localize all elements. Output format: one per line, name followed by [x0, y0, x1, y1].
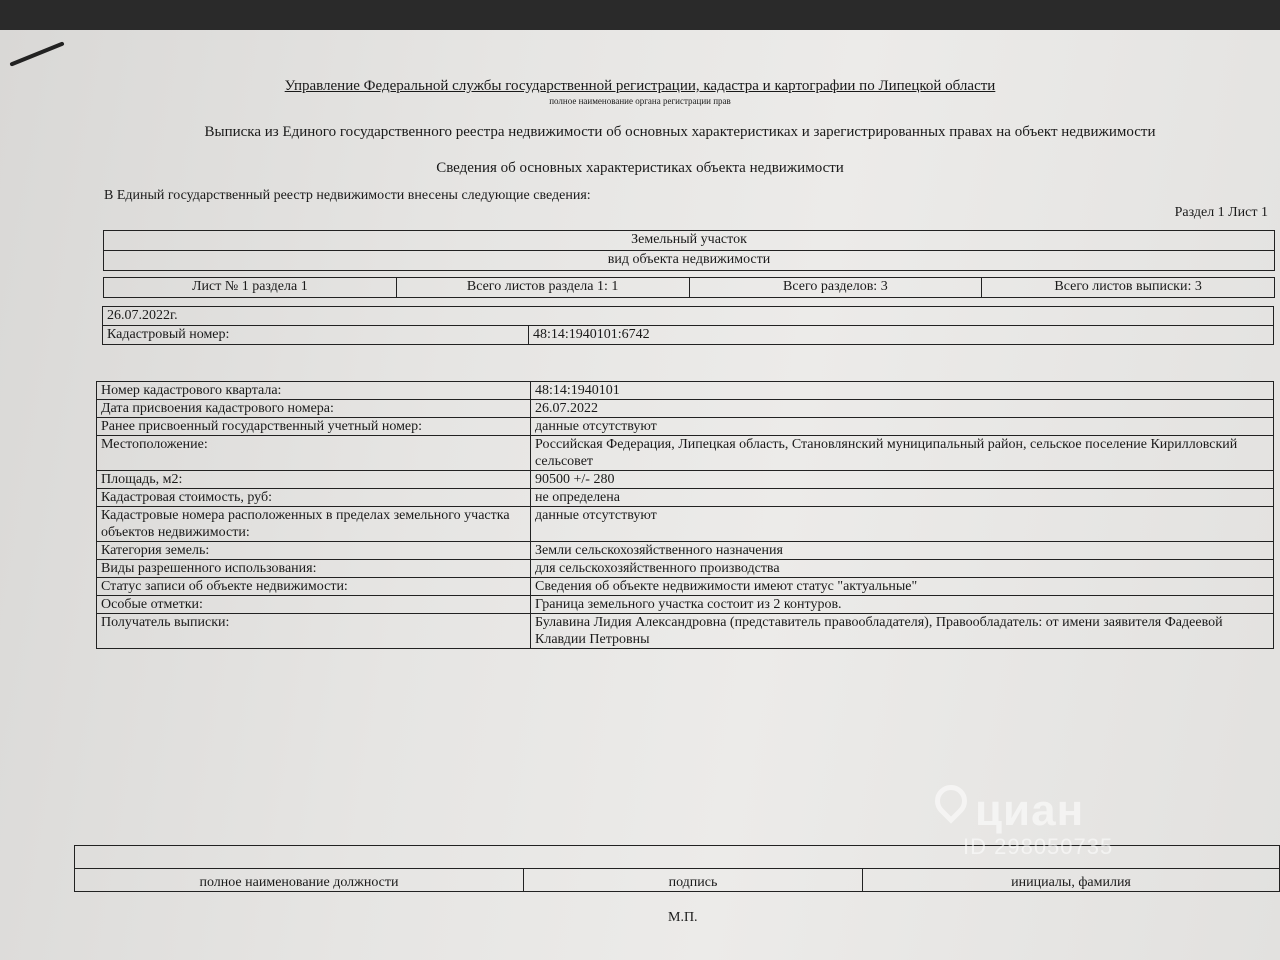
row-value: 90500 +/- 280 [531, 471, 1274, 489]
stamp-place: М.П. [668, 910, 698, 925]
sheet-number: Лист № 1 раздела 1 [104, 278, 397, 298]
signature-caption: подпись [524, 869, 863, 892]
table-row [97, 400, 1274, 418]
row-value: 26.07.2022 [531, 400, 1274, 418]
row-key: Получатель выписки: [97, 614, 531, 649]
row-value: данные отсутствуют [531, 418, 1274, 436]
watermark-brand: циан [975, 786, 1085, 835]
cadastral-number: 48:14:1940101:6742 [529, 326, 1274, 345]
sheet-info-table [103, 277, 1275, 298]
authority-caption: полное наименование органа регистрации прав [549, 96, 731, 106]
row-value: 48:14:1940101 [531, 382, 1274, 400]
row-key: Особые отметки: [97, 596, 531, 614]
row-key: Виды разрешенного использования: [97, 560, 531, 578]
table-row [97, 614, 1274, 649]
name-caption: инициалы, фамилия [863, 869, 1280, 892]
characteristics-table [96, 381, 1274, 649]
row-value: Граница земельного участка состоит из 2 контуров. [531, 596, 1274, 614]
intro-text: В Единый государственный реестр недвижимости внесены следующие сведения: [104, 188, 591, 203]
authority-name: Управление Федеральной службы государственной регистрации, кадастра и картографии по Липецкой области [284, 78, 996, 94]
table-row [97, 507, 1274, 542]
object-type-caption: вид объекта недвижимости [104, 251, 1275, 271]
row-key: Площадь, м2: [97, 471, 531, 489]
row-key: Номер кадастрового квартала: [97, 382, 531, 400]
row-key: Местоположение: [97, 436, 531, 471]
row-value: Российская Федерация, Липецкая область, Становлянский муниципальный район, сельское поселение Кирилловский сельсовет [531, 436, 1274, 471]
row-value: не определена [531, 489, 1274, 507]
row-value: данные отсутствуют [531, 507, 1274, 542]
watermark-id: ID 298050735 [963, 834, 1114, 859]
table-row [97, 418, 1274, 436]
row-key: Ранее присвоенный государственный учетный номер: [97, 418, 531, 436]
extract-date: 26.07.2022г. [103, 307, 1274, 326]
row-value: Земли сельскохозяйственного назначения [531, 542, 1274, 560]
row-key: Кадастровая стоимость, руб: [97, 489, 531, 507]
document-title: Выписка из Единого государственного реестра недвижимости об основных характеристиках и зарегистрированных правах на объект недвижимости [204, 124, 1156, 140]
table-row [97, 471, 1274, 489]
table-row [97, 596, 1274, 614]
table-row [97, 489, 1274, 507]
row-value: Булавина Лидия Александровна (представитель правообладателя), Правообладатель: от имени заявителя Фадеевой Клавдии Петровны [531, 614, 1274, 649]
section-reference: Раздел 1 Лист 1 [1174, 205, 1268, 220]
row-value: для сельскохозяйственного производства [531, 560, 1274, 578]
location-pin-icon [928, 778, 973, 823]
row-key: Статус записи об объекте недвижимости: [97, 578, 531, 596]
table-row [97, 542, 1274, 560]
table-row [97, 382, 1274, 400]
row-key: Категория земель: [97, 542, 531, 560]
table-row [97, 578, 1274, 596]
row-value: Сведения об объекте недвижимости имеют статус "актуальные" [531, 578, 1274, 596]
row-key: Кадастровые номера расположенных в пределах земельного участка объектов недвижимости: [97, 507, 531, 542]
object-type: Земельный участок [104, 231, 1275, 251]
cadastral-table [102, 306, 1274, 345]
row-key: Дата присвоения кадастрового номера: [97, 400, 531, 418]
object-type-table [103, 230, 1275, 271]
table-row [97, 436, 1274, 471]
total-sheets: Всего листов выписки: 3 [982, 278, 1275, 298]
cadastral-label: Кадастровый номер: [103, 326, 529, 345]
sheets-in-section: Всего листов раздела 1: 1 [396, 278, 689, 298]
position-caption: полное наименование должности [75, 869, 524, 892]
total-sections: Всего разделов: 3 [689, 278, 982, 298]
section-title: Сведения об основных характеристиках объекта недвижимости [436, 160, 844, 176]
watermark [935, 785, 1113, 860]
table-row [97, 560, 1274, 578]
